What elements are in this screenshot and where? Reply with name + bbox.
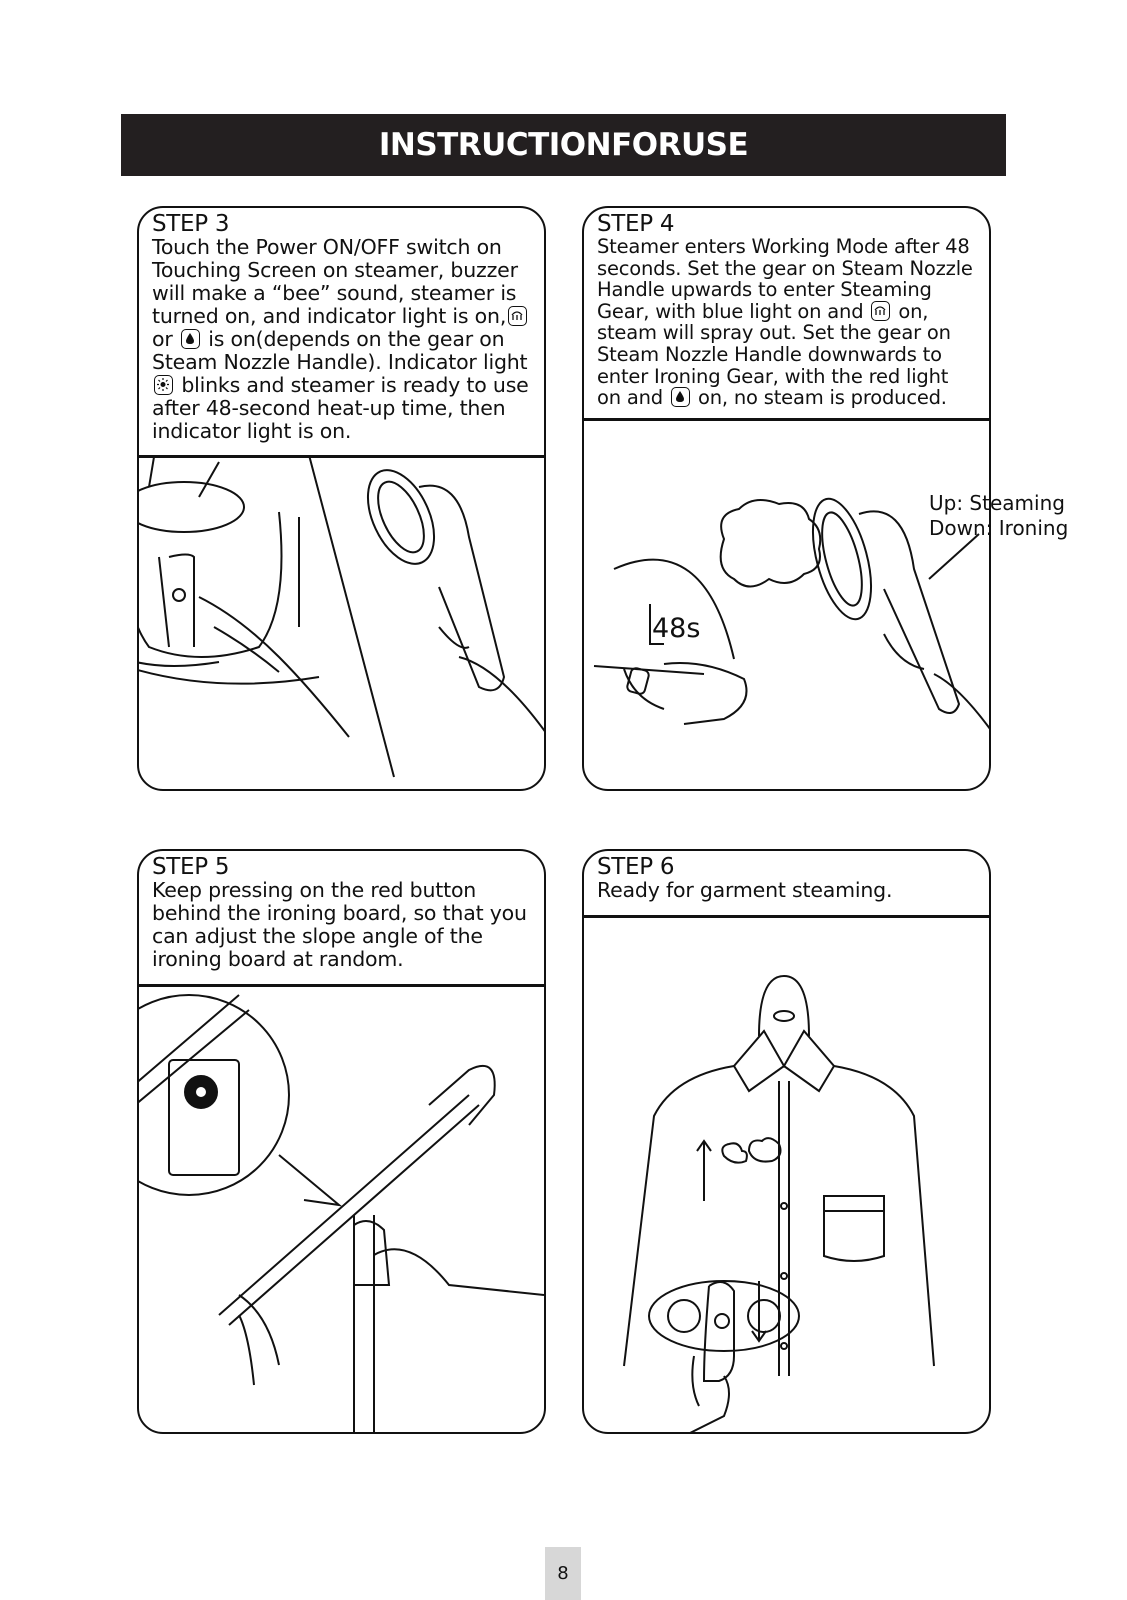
page-header [121,114,1006,176]
step-6-panel [582,849,991,1434]
header-title: INSTRUCTIONFORUSE [378,127,749,163]
step-5-title: STEP 5 [152,854,230,880]
step-3-panel [137,206,546,791]
steam-icon [508,306,527,326]
step-6-title: STEP 6 [597,854,675,880]
step-4-illustration [584,419,989,789]
step-5-text: STEP 5 Keep pressing on the red button behind the ironing board, so that you can adjust the slope angle of the ironing board at random. [152,855,532,971]
timer-label: 48s [652,613,701,644]
step-3-title: STEP 3 [152,211,230,237]
step-6-illustration [584,916,989,1432]
step-6-text: STEP 6 Ready for garment steaming. [597,855,977,902]
iron-icon [671,387,690,407]
page-number: 8 [545,1547,581,1600]
step-4-text: STEP 4 Steamer enters Working Mode after 48 seconds. Set the gear on Steam Nozzle Handle upwards to enter Steaming Gear, with blue light on and on, steam will spray out. Set the gear on Steam Nozzle Handle downwards to enter Ironing Gear, with the red light on and on, no steam is produced. [597,212,977,409]
step-3-text: STEP 3 Touch the Power ON/OFF switch on Touching Screen on steamer, buzzer will make a “bee” sound, steamer is turned on, and indicator light is on, or is on(depends on the gear on Steam Nozzle Handle). Indicator light blinks and steamer is ready to use after 48-second heat-up time, then indicator light is on. [152,212,532,443]
step-5-illustration [139,985,544,1432]
step-4-title: STEP 4 [597,211,675,237]
step-5-panel [137,849,546,1434]
steam-icon [871,301,890,321]
sun-indicator-icon [154,375,173,395]
iron-icon [181,329,200,349]
gear-label: Up: Steaming Down: Ironing [929,491,1069,540]
step-3-illustration [139,457,544,789]
